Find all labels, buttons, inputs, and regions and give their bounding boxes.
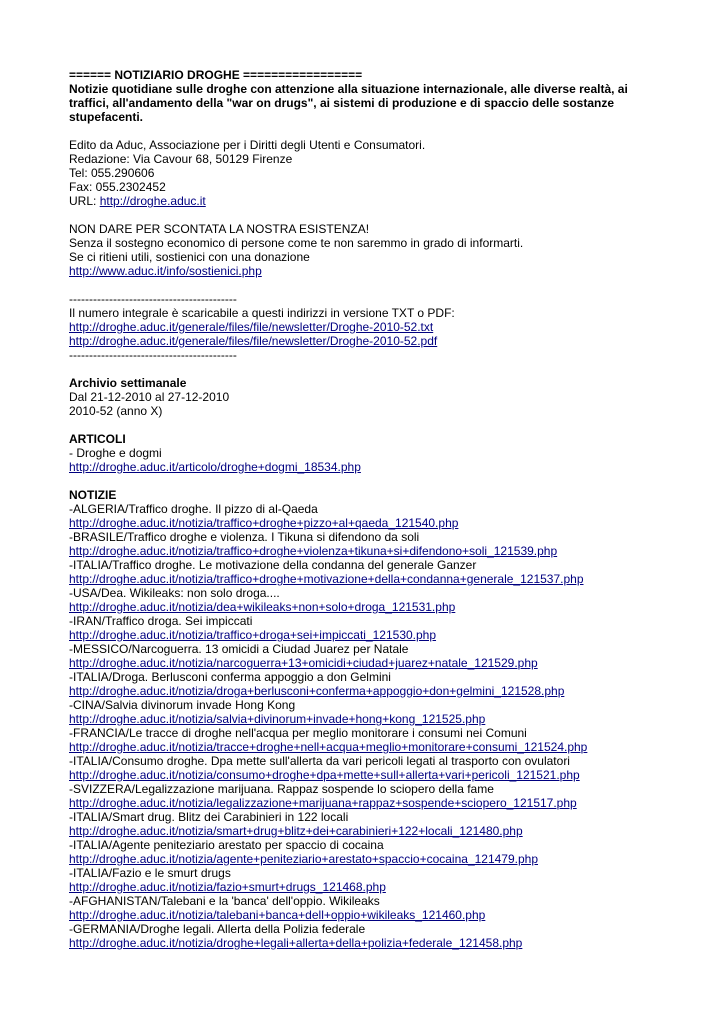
support-text-1: Senza il sostegno economico di persone come te non saremmo in grado di informarti. bbox=[69, 236, 524, 250]
news-item-title: -ITALIA/Smart drug. Blitz dei Carabinieri in 122 locali bbox=[69, 810, 349, 824]
news-item-title: -SVIZZERA/Legalizzazione marijuana. Rappaz sospende lo sciopero della fame bbox=[69, 782, 494, 796]
phone-line: Tel: 055.290606 bbox=[69, 166, 155, 180]
news-item-link[interactable]: http://droghe.aduc.it/notizia/fazio+smurt+drugs_121468.php bbox=[69, 880, 386, 894]
news-item-title: -ITALIA/Agente peniteziario arestato per spaccio di cocaina bbox=[69, 838, 384, 852]
archive-issue: 2010-52 (anno X) bbox=[69, 404, 163, 418]
separator-bottom: ------------------------------------------ bbox=[69, 348, 237, 362]
news-item-title: -AFGHANISTAN/Talebani e la 'banca' dell'oppio. Wikileaks bbox=[69, 894, 380, 908]
article-title: - Droghe e dogmi bbox=[69, 446, 162, 460]
news-item-link[interactable]: http://droghe.aduc.it/notizia/traffico+droghe+pizzo+al+qaeda_121540.php bbox=[69, 516, 459, 530]
news-item-link[interactable]: http://droghe.aduc.it/notizia/traffico+droga+sei+impiccati_121530.php bbox=[69, 628, 437, 642]
news-item-title: -USA/Dea. Wikileaks: non solo droga.... bbox=[69, 586, 280, 600]
publisher-line: Edito da Aduc, Associazione per i Diritti degli Utenti e Consumatori. bbox=[69, 138, 426, 152]
news-item-link[interactable]: http://droghe.aduc.it/notizia/droga+berlusconi+conferma+appoggio+don+gelmini_121528.php bbox=[69, 684, 565, 698]
news-item-link[interactable]: http://droghe.aduc.it/notizia/talebani+banca+dell+oppio+wikileaks_121460.php bbox=[69, 908, 486, 922]
news-item-title: -ALGERIA/Traffico droghe. Il pizzo di al-Qaeda bbox=[69, 502, 318, 516]
publisher-block bbox=[69, 138, 684, 208]
download-pdf-link[interactable]: http://droghe.aduc.it/generale/files/file/newsletter/Droghe-2010-52.pdf bbox=[69, 334, 438, 348]
support-link[interactable]: http://www.aduc.it/info/sostienici.php bbox=[69, 264, 262, 278]
news-item-link[interactable]: http://droghe.aduc.it/notizia/droghe+legali+allerta+della+polizia+federale_121458.php bbox=[69, 936, 523, 950]
news-item-title: -ITALIA/Consumo droghe. Dpa mette sull'allerta da vari pericoli legati al trasporto con ovulatori bbox=[69, 754, 570, 768]
url-line bbox=[69, 194, 684, 208]
news-item-link[interactable]: http://droghe.aduc.it/notizia/salvia+divinorum+invade+hong+kong_121525.php bbox=[69, 712, 486, 726]
news-block bbox=[69, 488, 684, 950]
download-intro: Il numero integrale è scaricabile a questi indirizzi in versione TXT o PDF: bbox=[69, 306, 455, 320]
news-item-link[interactable]: http://droghe.aduc.it/notizia/traffico+droghe+violenza+tikuna+si+difendono+soli_121539.php bbox=[69, 544, 558, 558]
news-item-title: -ITALIA/Droga. Berlusconi conferma appoggio a don Gelmini bbox=[69, 670, 391, 684]
news-heading: NOTIZIE bbox=[69, 488, 117, 502]
newsletter-title: ====== NOTIZIARIO DROGHE ================= bbox=[69, 68, 363, 82]
news-item-link[interactable]: http://droghe.aduc.it/notizia/narcoguerra+13+omicidi+ciudad+juarez+natale_121529.php bbox=[69, 656, 538, 670]
news-item-link[interactable]: http://droghe.aduc.it/notizia/legalizzazione+marijuana+rappaz+sospende+sciopero_121517.php bbox=[69, 796, 577, 810]
news-list bbox=[69, 502, 684, 950]
url-label: URL: bbox=[69, 194, 100, 208]
download-block bbox=[69, 292, 684, 362]
news-item-title: -ITALIA/Traffico droghe. Le motivazione della condanna del generale Ganzer bbox=[69, 558, 477, 572]
article-link[interactable]: http://droghe.aduc.it/articolo/droghe+dogmi_18534.php bbox=[69, 460, 361, 474]
news-item-link[interactable]: http://droghe.aduc.it/notizia/consumo+droghe+dpa+mette+sull+allerta+vari+pericoli_121521.php bbox=[69, 768, 580, 782]
news-item-link[interactable]: http://droghe.aduc.it/notizia/dea+wikileaks+non+solo+droga_121531.php bbox=[69, 600, 456, 614]
news-item-link[interactable]: http://droghe.aduc.it/notizia/smart+drug+blitz+dei+carabinieri+122+locali_121480.php bbox=[69, 824, 523, 838]
newsletter-description: Notizie quotidiane sulle droghe con attenzione alla situazione internazionale, alle diverse realtà, ai traffici, all'andamento della "war on drugs", ai sistemi di produzione e di spaccio delle sostanze stupefacenti. bbox=[69, 82, 628, 124]
news-item-title: -IRAN/Traffico droga. Sei impiccati bbox=[69, 614, 253, 628]
header-block bbox=[69, 68, 684, 124]
address-line: Redazione: Via Cavour 68, 50129 Firenze bbox=[69, 152, 293, 166]
fax-line: Fax: 055.2302452 bbox=[69, 180, 166, 194]
archive-block bbox=[69, 376, 684, 418]
news-item-title: -GERMANIA/Droghe legali. Allerta della Polizia federale bbox=[69, 922, 366, 936]
archive-heading: Archivio settimanale bbox=[69, 376, 187, 390]
news-item-title: -ITALIA/Fazio e le smurt drugs bbox=[69, 866, 231, 880]
separator-top: ------------------------------------------ bbox=[69, 292, 237, 306]
news-item-title: -FRANCIA/Le tracce di droghe nell'acqua per meglio monitorare i consumi nei Comuni bbox=[69, 726, 527, 740]
support-block bbox=[69, 222, 684, 278]
download-txt-link[interactable]: http://droghe.aduc.it/generale/files/file/newsletter/Droghe-2010-52.txt bbox=[69, 320, 434, 334]
news-item-title: -MESSICO/Narcoguerra. 13 omicidi a Ciudad Juarez per Natale bbox=[69, 642, 409, 656]
news-item-title: -BRASILE/Traffico droghe e violenza. I Tikuna si difendono da soli bbox=[69, 530, 420, 544]
articles-block bbox=[69, 432, 684, 474]
support-text-2: Se ci ritieni utili, sostienici con una donazione bbox=[69, 250, 310, 264]
news-item-title: -CINA/Salvia divinorum invade Hong Kong bbox=[69, 698, 296, 712]
news-item-link[interactable]: http://droghe.aduc.it/notizia/traffico+droghe+motivazione+della+condanna+generale_121537.php bbox=[69, 572, 584, 586]
site-link[interactable]: http://droghe.aduc.it bbox=[99, 194, 206, 208]
archive-range: Dal 21-12-2010 al 27-12-2010 bbox=[69, 390, 230, 404]
news-item-link[interactable]: http://droghe.aduc.it/notizia/tracce+droghe+nell+acqua+meglio+monitorare+consumi_121524.php bbox=[69, 740, 588, 754]
news-item-link[interactable]: http://droghe.aduc.it/notizia/agente+peniteziario+arestato+spaccio+cocaina_121479.php bbox=[69, 852, 539, 866]
articles-heading: ARTICOLI bbox=[69, 432, 126, 446]
support-heading: NON DARE PER SCONTATA LA NOSTRA ESISTENZA! bbox=[69, 222, 370, 236]
